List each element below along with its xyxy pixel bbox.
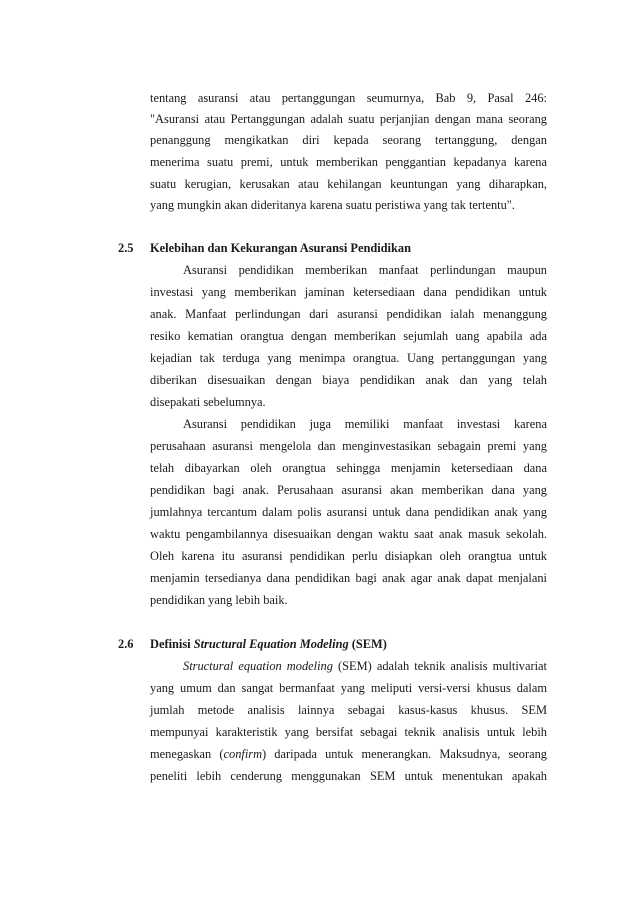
italic-term: confirm <box>223 747 263 761</box>
text-line: penanggung mengikatkan diri kepada seorang tertanggung, dengan <box>150 133 547 147</box>
text-line: investasi yang memberikan jaminan ketersediaan dana pendidikan untuk <box>150 285 547 299</box>
section-title-italic: Structural Equation Modeling <box>193 637 349 651</box>
text-line: suatu kerugian, kerusakan atau kehilangan keuntungan yang diharapkan, <box>150 177 547 191</box>
text-line: telah dibayarkan oleh orangtua sehingga menjamin ketersediaan dana <box>150 461 547 475</box>
text-line: pendidikan yang lebih baik. <box>150 593 288 607</box>
text-line: diberikan disesuaikan dengan biaya pendidikan anak dan yang telah <box>150 373 547 387</box>
text-line: anak. Manfaat perlindungan dari asuransi pendidikan ialah menanggung <box>150 307 547 321</box>
text-line: tentang asuransi atau pertanggungan seumurnya, Bab 9, Pasal 246: <box>150 91 547 105</box>
section-number: 2.6 <box>118 637 134 651</box>
text-line: Structural equation modeling (SEM) adalah teknik analisis multivariat <box>183 659 547 673</box>
section-number: 2.5 <box>118 241 134 255</box>
text-line: resiko kematian orangtua dengan memberikan sejumlah uang apabila ada <box>150 329 547 343</box>
text-line: Asuransi pendidikan juga memiliki manfaat investasi karena <box>183 417 547 431</box>
text-line: jumlahnya tercantum dalam polis asuransi untuk dana pendidikan anak yang <box>150 505 547 519</box>
text-line: menegaskan (confirm) daripada untuk menerangkan. Maksudnya, seorang <box>150 747 547 761</box>
text-line: pendidikan bagi anak. Perusahaan asuransi akan memberikan dana yang <box>150 483 547 497</box>
text-line: Oleh karena itu asuransi pendidikan perlu disiapkan oleh orangtua untuk <box>150 549 547 563</box>
text-line: Asuransi pendidikan memberikan manfaat perlindungan maupun <box>183 263 547 277</box>
text-line: menerima suatu premi, untuk memberikan penggantian kepadanya karena <box>150 155 547 169</box>
text-line: "Asuransi atau Pertanggungan adalah suatu perjanjian dengan mana seorang <box>150 112 547 126</box>
text-line: yang umum dan sangat bermanfaat yang meliputi versi-versi khusus dalam <box>150 681 547 695</box>
text-line: yang mungkin akan dideritanya karena suatu peristiwa yang tak tertentu". <box>150 198 515 212</box>
italic-term: Structural equation modeling <box>183 659 333 673</box>
text-line: waktu pengambilannya disesuaikan dengan waktu saat anak masuk sekolah. <box>150 527 547 541</box>
text-line: jumlah metode analisis lainnya sebagai kasus-kasus khusus. SEM <box>150 703 547 717</box>
text-line: menjamin tersedianya dana pendidikan bagi anak agar anak dapat menjalani <box>150 571 547 585</box>
section-title: Definisi Structural Equation Modeling (SEM) <box>150 637 387 651</box>
text-line: perusahaan asuransi mengelola dan menginvestasikan sebagain premi yang <box>150 439 547 453</box>
text-line: kejadian tak terduga yang menimpa orangtua. Uang pertanggungan yang <box>150 351 547 365</box>
text-line: mempunyai karakteristik yang bersifat sebagai teknik analisis untuk lebih <box>150 725 547 739</box>
section-title: Kelebihan dan Kekurangan Asuransi Pendidikan <box>150 241 411 255</box>
text-line: peneliti lebih cenderung menggunakan SEM untuk menentukan apakah <box>150 769 547 783</box>
text-line: disepakati sebelumnya. <box>150 395 266 409</box>
